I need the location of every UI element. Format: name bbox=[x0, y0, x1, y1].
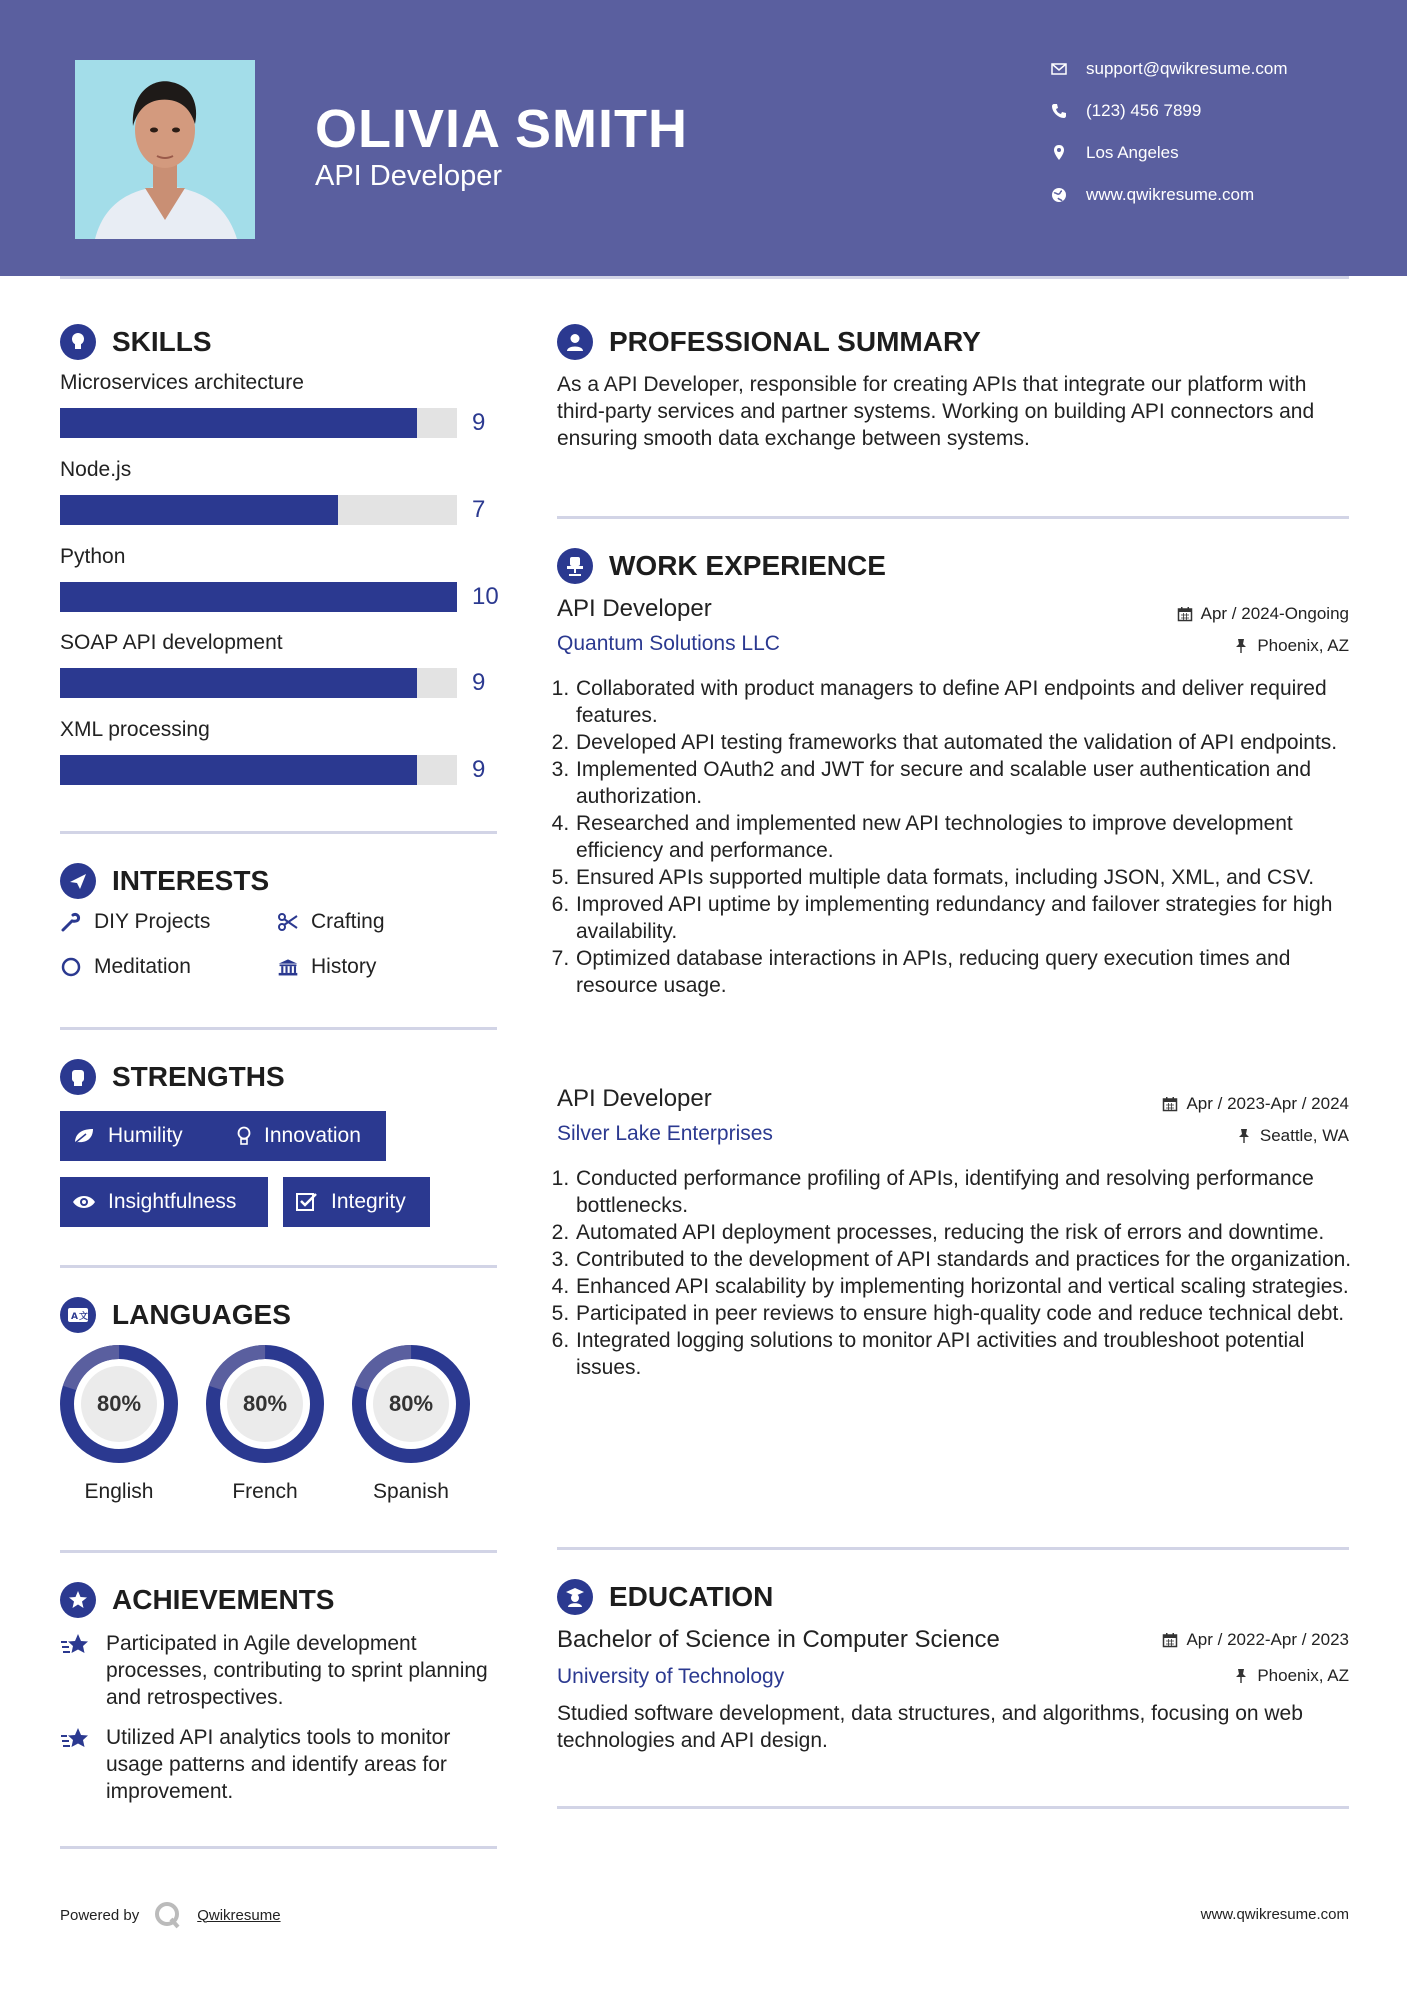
section-divider bbox=[60, 1265, 497, 1268]
user-icon bbox=[557, 324, 593, 360]
phone-icon bbox=[1050, 102, 1068, 120]
star-icon bbox=[60, 1632, 90, 1658]
job-bullet: 6. Improved API uptime by implementing redundancy and failover strategies for high availability. bbox=[575, 891, 1375, 945]
skill-bar bbox=[60, 408, 457, 438]
graduate-icon bbox=[557, 1579, 593, 1615]
star-icon bbox=[60, 1726, 90, 1752]
svg-text:A: A bbox=[71, 1312, 78, 1322]
job-company: Silver Lake Enterprises bbox=[557, 1122, 773, 1145]
job-bullets bbox=[550, 675, 1375, 999]
job-bullet: 6. Integrated logging solutions to monitor API activities and troubleshoot potential issues. bbox=[575, 1327, 1375, 1381]
skill-value: 7 bbox=[472, 496, 486, 523]
wrench-icon bbox=[60, 911, 82, 933]
fist-icon bbox=[60, 1059, 96, 1095]
section-divider bbox=[60, 1027, 497, 1030]
calendar-icon bbox=[1162, 1096, 1178, 1112]
achievements-heading bbox=[60, 1582, 334, 1618]
contact-location bbox=[1050, 143, 1179, 163]
skill-bar-fill bbox=[60, 755, 417, 785]
degree-title: Bachelor of Science in Computer Science bbox=[557, 1626, 1000, 1653]
leaf-icon bbox=[72, 1126, 96, 1146]
language-name: English bbox=[84, 1480, 154, 1503]
education-heading-text: EDUCATION bbox=[609, 1581, 774, 1612]
skills-heading-text: SKILLS bbox=[112, 326, 212, 357]
envelope-icon bbox=[1050, 60, 1068, 78]
interest-item bbox=[60, 910, 210, 934]
education-location bbox=[1233, 1666, 1349, 1686]
job-bullet: 4. Researched and implemented new API technologies to improve development efficiency and performance. bbox=[575, 810, 1375, 864]
eye-icon bbox=[72, 1192, 96, 1212]
strength-label: Insightfulness bbox=[108, 1190, 237, 1213]
achievement-item bbox=[60, 1724, 500, 1805]
skill-value: 10 bbox=[472, 583, 499, 610]
circle-icon bbox=[60, 956, 82, 978]
strength-label: Humility bbox=[108, 1124, 183, 1147]
job-bullet: 7. Optimized database interactions in APIs, reducing query execution times and resource usage. bbox=[575, 945, 1375, 999]
contact-website[interactable] bbox=[1050, 185, 1254, 205]
summary-heading bbox=[557, 324, 981, 360]
interests-heading-text: INTERESTS bbox=[112, 865, 270, 896]
section-divider bbox=[60, 1846, 497, 1849]
skill-label: Node.js bbox=[60, 458, 132, 481]
footer-website[interactable]: www.qwikresume.com bbox=[1200, 1906, 1349, 1923]
interest-item bbox=[277, 910, 385, 934]
candidate-name: OLIVIA SMITH bbox=[315, 99, 688, 159]
skill-label: Python bbox=[60, 545, 126, 568]
job-bullet: 2. Automated API deployment processes, reducing the risk of errors and downtime. bbox=[575, 1219, 1375, 1246]
job-location bbox=[1233, 636, 1349, 656]
languages-heading-text: LANGUAGES bbox=[112, 1299, 291, 1330]
education-location-text: Phoenix, AZ bbox=[1257, 1666, 1349, 1685]
qwikresume-link[interactable]: Qwikresume bbox=[197, 1906, 281, 1924]
interest-item bbox=[60, 955, 191, 979]
skill-value: 9 bbox=[472, 669, 486, 696]
map-pin-icon bbox=[1050, 144, 1068, 162]
pushpin-icon bbox=[1233, 638, 1249, 654]
education-description: Studied software development, data structures, and algorithms, focusing on web technologies and API design. bbox=[557, 1702, 1303, 1752]
job-bullet: 5. Participated in peer reviews to ensure high-quality code and reduce technical debt. bbox=[575, 1300, 1375, 1327]
interest-label: Meditation bbox=[94, 955, 191, 978]
skill-bar bbox=[60, 582, 457, 612]
job-location bbox=[1236, 1126, 1349, 1146]
language-name: Spanish bbox=[373, 1480, 449, 1503]
qwikresume-logo-icon bbox=[153, 1900, 183, 1930]
scissors-icon bbox=[277, 911, 299, 933]
experience-heading bbox=[557, 548, 886, 584]
lightbulb-icon bbox=[236, 1126, 252, 1146]
skill-bar-fill bbox=[60, 668, 417, 698]
section-divider bbox=[557, 516, 1349, 519]
language-name: French bbox=[232, 1480, 298, 1503]
strength-badge bbox=[224, 1111, 386, 1161]
calendar-icon bbox=[1162, 1632, 1178, 1648]
job-bullet: 2. Developed API testing frameworks that automated the validation of API endpoints. bbox=[575, 729, 1375, 756]
language-percent: 80% bbox=[96, 1391, 142, 1416]
check-square-icon bbox=[295, 1192, 319, 1212]
pushpin-icon bbox=[1233, 1668, 1249, 1684]
interests-heading bbox=[60, 863, 269, 899]
skill-label: Microservices architecture bbox=[60, 371, 304, 394]
job-bullet: 3. Contributed to the development of API standards and practices for the organization. bbox=[575, 1246, 1375, 1273]
office-chair-icon bbox=[557, 548, 593, 584]
interest-label: Crafting bbox=[311, 910, 385, 933]
job-bullet: 1. Collaborated with product managers to define API endpoints and deliver required features. bbox=[575, 675, 1375, 729]
education-heading bbox=[557, 1579, 773, 1615]
email-text: support@qwikresume.com bbox=[1086, 59, 1288, 78]
section-divider bbox=[557, 1547, 1349, 1550]
language-icon bbox=[60, 1297, 96, 1333]
strengths-heading bbox=[60, 1059, 285, 1095]
location-text: Los Angeles bbox=[1086, 143, 1179, 162]
skill-bar-fill bbox=[60, 408, 417, 438]
interest-item bbox=[277, 955, 376, 979]
interest-label: DIY Projects bbox=[94, 910, 211, 933]
skills-heading bbox=[60, 324, 212, 360]
experience-heading-text: WORK EXPERIENCE bbox=[609, 550, 886, 581]
school-name: University of Technology bbox=[557, 1665, 785, 1688]
interest-label: History bbox=[311, 955, 377, 978]
strength-badge bbox=[283, 1177, 430, 1227]
job-dates bbox=[1177, 604, 1349, 624]
skill-label: XML processing bbox=[60, 718, 210, 741]
language-percent: 80% bbox=[388, 1391, 434, 1416]
job-title: API Developer bbox=[557, 595, 712, 622]
website-text: www.qwikresume.com bbox=[1086, 185, 1255, 204]
resume-header bbox=[0, 0, 1407, 276]
strength-badge bbox=[60, 1111, 224, 1161]
achievements-heading-text: ACHIEVEMENTS bbox=[112, 1584, 335, 1615]
languages-heading bbox=[60, 1297, 291, 1333]
summary-heading-text: PROFESSIONAL SUMMARY bbox=[609, 326, 981, 357]
job-bullets bbox=[550, 1165, 1375, 1381]
language-percent: 80% bbox=[242, 1391, 288, 1416]
skill-bar bbox=[60, 495, 457, 525]
education-dates-text: Apr / 2022-Apr / 2023 bbox=[1186, 1630, 1349, 1649]
job-location-text: Phoenix, AZ bbox=[1257, 636, 1349, 655]
achievement-text: Participated in Agile development processes, contributing to sprint planning and retrospectives. bbox=[106, 1632, 488, 1709]
header-underline bbox=[60, 276, 1349, 279]
pushpin-icon bbox=[1236, 1128, 1252, 1144]
job-company: Quantum Solutions LLC bbox=[557, 632, 780, 655]
contact-phone[interactable] bbox=[1050, 101, 1201, 121]
skill-value: 9 bbox=[472, 756, 486, 783]
powered-by-text: Powered by bbox=[60, 1906, 140, 1924]
strengths-heading-text: STRENGTHS bbox=[112, 1061, 285, 1092]
job-bullet: 4. Enhanced API scalability by implementing horizontal and vertical scaling strategies. bbox=[575, 1273, 1375, 1300]
lightbulb-icon bbox=[60, 324, 96, 360]
strength-label: Innovation bbox=[264, 1124, 361, 1147]
job-bullet: 1. Conducted performance profiling of APIs, identifying and resolving performance bottlenecks. bbox=[575, 1165, 1375, 1219]
job-dates-text: Apr / 2023-Apr / 2024 bbox=[1186, 1094, 1349, 1113]
candidate-title: API Developer bbox=[315, 160, 502, 192]
skill-bar-fill bbox=[60, 582, 457, 612]
section-divider bbox=[60, 1550, 497, 1553]
museum-icon bbox=[277, 956, 299, 978]
summary-text: As a API Developer, responsible for creating APIs that integrate our platform with third-party services and partner systems. Working on building API connectors and ensuring smooth data exchange between systems. bbox=[557, 373, 1315, 450]
job-bullet: 5. Ensured APIs supported multiple data formats, including JSON, XML, and CSV. bbox=[575, 864, 1375, 891]
strength-badge bbox=[60, 1177, 268, 1227]
skill-bar bbox=[60, 668, 457, 698]
profile-photo bbox=[75, 60, 255, 239]
skill-bar bbox=[60, 755, 457, 785]
phone-text: (123) 456 7899 bbox=[1086, 101, 1202, 120]
skill-bar-fill bbox=[60, 495, 338, 525]
star-badge-icon bbox=[60, 1582, 96, 1618]
section-divider bbox=[60, 831, 497, 834]
globe-icon bbox=[1050, 186, 1068, 204]
section-divider bbox=[557, 1806, 1349, 1809]
education-dates bbox=[1162, 1630, 1349, 1650]
contact-email[interactable] bbox=[1050, 59, 1288, 79]
calendar-icon bbox=[1177, 606, 1193, 622]
paper-plane-icon bbox=[60, 863, 96, 899]
achievement-text: Utilized API analytics tools to monitor usage patterns and identify areas for improvement. bbox=[106, 1726, 451, 1803]
skill-label: SOAP API development bbox=[60, 631, 283, 654]
strength-label: Integrity bbox=[331, 1190, 406, 1213]
job-bullet: 3. Implemented OAuth2 and JWT for secure and scalable user authentication and authorization. bbox=[575, 756, 1375, 810]
job-dates-text: Apr / 2024-Ongoing bbox=[1200, 604, 1349, 623]
achievement-item bbox=[60, 1630, 500, 1711]
svg-text:文: 文 bbox=[79, 1312, 89, 1322]
job-location-text: Seattle, WA bbox=[1259, 1126, 1349, 1145]
skill-value: 9 bbox=[472, 409, 486, 436]
job-dates bbox=[1162, 1094, 1349, 1114]
footer-powered-by bbox=[60, 1900, 281, 1930]
job-title: API Developer bbox=[557, 1085, 712, 1112]
